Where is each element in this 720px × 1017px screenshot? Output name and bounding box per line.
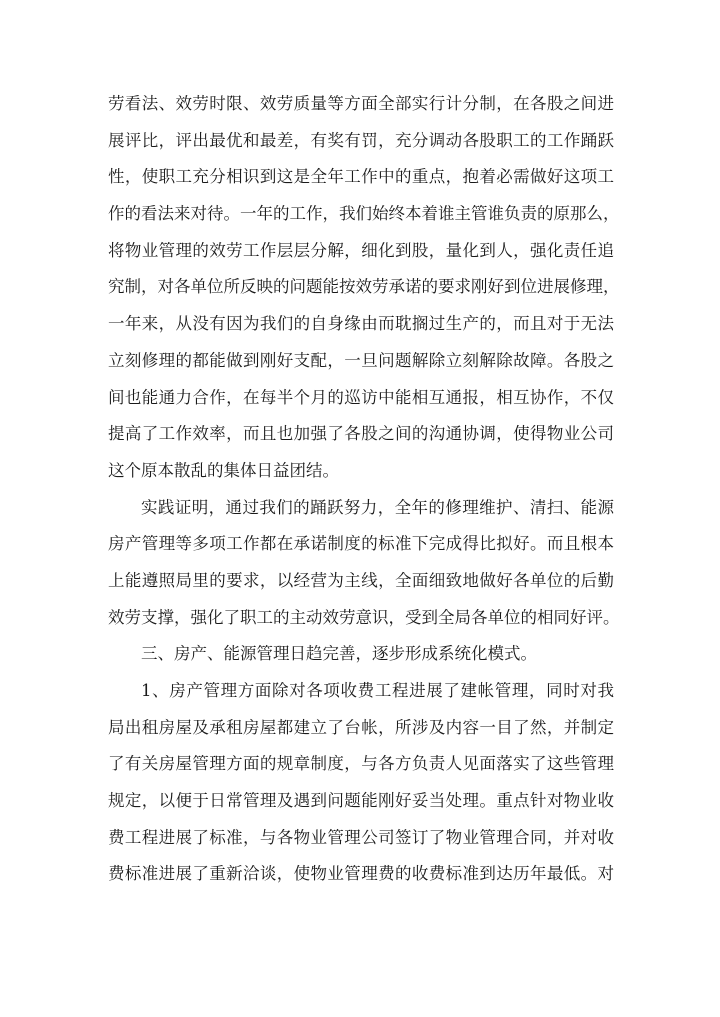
text-line: 房产管理等多项工作都在承诺制度的标准下完成得比拟好。而且根本: [108, 534, 614, 554]
text-line: 规定，以便于日常管理及遇到问题能刚好妥当处理。重点针对物业收: [108, 791, 614, 811]
text-line: 上能遵照局里的要求，以经营为主线，全面细致地做好各单位的后勤: [108, 570, 614, 590]
text-line: 费工程进展了标准，与各物业管理公司签订了物业管理合同，并对收: [108, 827, 614, 847]
text-line: 作的看法来对待。一年的工作，我们始终本着谁主管谁负责的原那么，: [108, 204, 620, 224]
text-line: 展评比，评出最优和最差，有奖有罚，充分调动各股职工的工作踊跃: [108, 130, 614, 150]
text-line: 这个原本散乱的集体日益团结。: [108, 460, 339, 480]
text-line: 间也能通力合作，在每半个月的巡访中能相互通报，相互协作，不仅: [108, 387, 614, 407]
text-line: 性，使职工充分相识到这是全年工作中的重点，抱着必需做好这项工: [108, 167, 614, 187]
text-line: 一年来，从没有因为我们的自身缘由而耽搁过生产的，而且对于无法: [108, 314, 614, 334]
text-line: 究制，对各单位所反映的问题能按效劳承诺的要求刚好到位进展修理，: [108, 277, 620, 297]
paragraph-p3: [108, 636, 614, 673]
text-line: 实践证明，通过我们的踊跃努力，全年的修理维护、清扫、能源: [141, 497, 614, 517]
paragraph-p2: [108, 490, 620, 637]
text-line: 劳看法、效劳时限、效劳质量等方面全部实行计分制，在各股之间进: [108, 94, 614, 113]
paragraph-p1: [108, 86, 620, 490]
paragraph-p4: [108, 673, 614, 893]
text-line: 效劳支撑，强化了职工的主动效劳意识，受到全局各单位的相同好评。: [108, 607, 620, 627]
document-body: [108, 86, 620, 893]
text-line: 三、房产、能源管理日趋完善，逐步形成系统化模式。: [141, 644, 537, 664]
text-line: 将物业管理的效劳工作层层分解，细化到股，量化到人，强化责任追: [108, 240, 614, 260]
text-line: 1、房产管理方面除对各项收费工程进展了建帐管理，同时对我: [141, 681, 614, 700]
text-line: 局出租房屋及承租房屋都建立了台帐，所涉及内容一目了然，并制定: [108, 717, 614, 737]
text-line: 了有关房屋管理方面的规章制度，与各方负责人见面落实了这些管理: [108, 754, 614, 774]
text-line: 提高了工作效率，而且也加强了各股之间的沟通协调，使得物业公司: [108, 424, 614, 444]
text-line: 立刻修理的都能做到刚好支配，一旦问题解除立刻解除故障。各股之: [108, 350, 614, 370]
text-line: 费标准进展了重新洽谈，使物业管理费的收费标准到达历年最低。对: [108, 864, 614, 884]
